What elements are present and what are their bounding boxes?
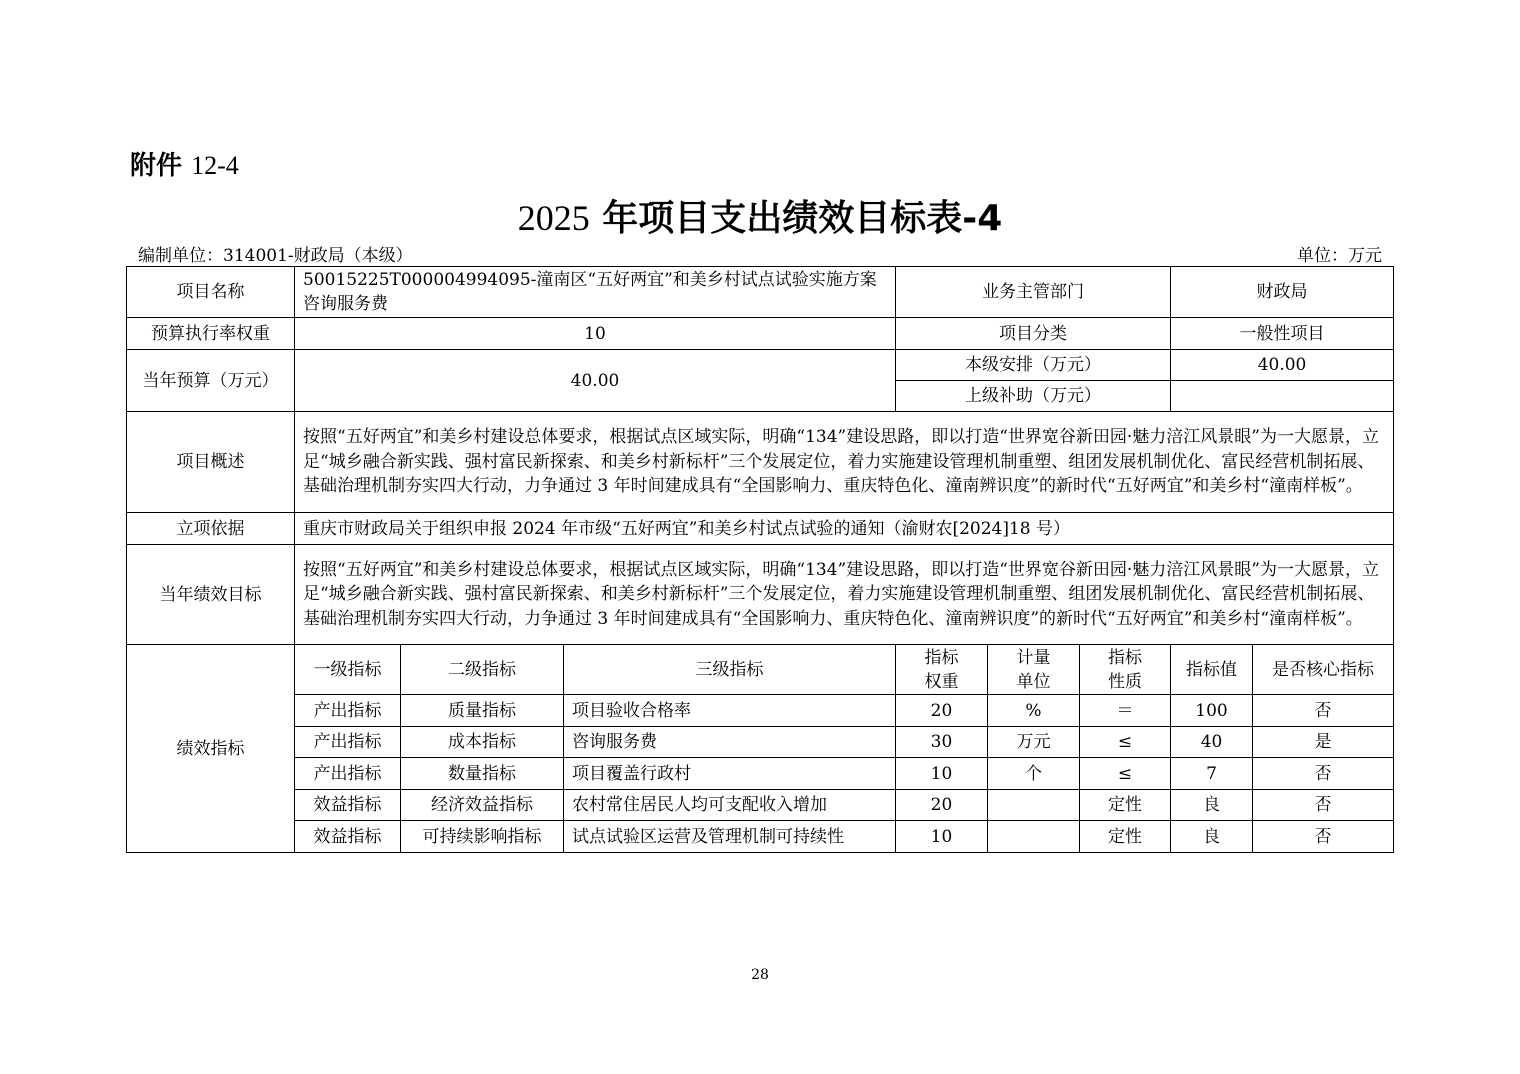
title-text: 年项目支出绩效目标表-4 bbox=[602, 198, 1003, 239]
row-annual-budget bbox=[127, 350, 1394, 381]
cell-core: 是 bbox=[1253, 727, 1394, 758]
cell-value: 100 bbox=[1171, 695, 1253, 727]
cell-level1: 效益指标 bbox=[295, 821, 401, 853]
cell-weight: 30 bbox=[896, 727, 988, 758]
upper-value bbox=[1171, 381, 1394, 412]
dept-label: 业务主管部门 bbox=[896, 267, 1171, 318]
goal-text: 按照“五好两宜”和美乡村建设总体要求，根据试点区域实际，明确“134”建设思路，即以打造“世界宽谷新田园·魅力涪江风景眼”为一大愿景，立足“城乡融合新实践、强村富民新探索、和美乡村新标杆”三个发展定位，着力实施建设管理机制重塑、组团发展机制优化、富民经营机制拓展、基础治理机制夯实四大行动，力争通过 3 年时间建成具有“全国影响力、重庆特色化、潼南辨识度”的新时代“五好两宜”和美乡村“潼南样板”。 bbox=[295, 545, 1394, 645]
page-title bbox=[0, 190, 1520, 241]
table-row bbox=[127, 790, 1394, 821]
project-name-label: 项目名称 bbox=[127, 267, 295, 318]
overview-label: 项目概述 bbox=[127, 412, 295, 513]
annual-budget-label: 当年预算（万元） bbox=[127, 350, 295, 412]
cell-core: 否 bbox=[1253, 695, 1394, 727]
cell-nature: 定性 bbox=[1080, 790, 1171, 821]
header-unit-line2: 单位 bbox=[1016, 671, 1051, 692]
cell-level1: 效益指标 bbox=[295, 790, 401, 821]
table-row bbox=[127, 821, 1394, 853]
dept-value: 财政局 bbox=[1171, 267, 1394, 318]
cell-level1: 产出指标 bbox=[295, 727, 401, 758]
compile-unit: 编制单位：314001-财政局（本级） bbox=[138, 246, 413, 266]
cell-level1: 产出指标 bbox=[295, 758, 401, 790]
local-value: 40.00 bbox=[1171, 350, 1394, 381]
upper-label: 上级补助（万元） bbox=[896, 381, 1171, 412]
cell-level3: 咨询服务费 bbox=[564, 727, 896, 758]
cell-level2: 质量指标 bbox=[401, 695, 564, 727]
attachment-number: 12-4 bbox=[191, 151, 239, 180]
cell-level2: 经济效益指标 bbox=[401, 790, 564, 821]
cell-level3: 项目验收合格率 bbox=[564, 695, 896, 727]
category-label: 项目分类 bbox=[896, 318, 1171, 350]
basis-text: 重庆市财政局关于组织申报 2024 年市级“五好两宜”和美乡村试点试验的通知（渝财农[2024]18 号） bbox=[295, 513, 1394, 545]
cell-value: 良 bbox=[1171, 821, 1253, 853]
row-project-name bbox=[127, 267, 1394, 318]
cell-unit bbox=[988, 790, 1080, 821]
cell-core: 否 bbox=[1253, 758, 1394, 790]
header-core: 是否核心指标 bbox=[1253, 645, 1394, 695]
cell-level3: 试点试验区运营及管理机制可持续性 bbox=[564, 821, 896, 853]
table-row bbox=[127, 758, 1394, 790]
header-weight-line1: 指标 bbox=[924, 647, 959, 668]
row-goal bbox=[127, 545, 1394, 645]
cell-unit: % bbox=[988, 695, 1080, 727]
cell-core: 否 bbox=[1253, 821, 1394, 853]
indicator-header-row bbox=[127, 645, 1394, 695]
cell-weight: 20 bbox=[896, 695, 988, 727]
cell-level2: 数量指标 bbox=[401, 758, 564, 790]
overview-text: 按照“五好两宜”和美乡村建设总体要求，根据试点区域实际，明确“134”建设思路，即以打造“世界宽谷新田园·魅力涪江风景眼”为一大愿景，立足“城乡融合新实践、强村富民新探索、和美乡村新标杆”三个发展定位，着力实施建设管理机制重塑、组团发展机制优化、富民经营机制拓展、基础治理机制夯实四大行动，力争通过 3 年时间建成具有“全国影响力、重庆特色化、潼南辨识度”的新时代“五好两宜”和美乡村“潼南样板”。 bbox=[295, 412, 1394, 513]
annual-budget-value: 40.00 bbox=[295, 350, 896, 412]
project-name: 50015225T000004994095-潼南区“五好两宜”和美乡村试点试验实施方案咨询服务费 bbox=[295, 267, 896, 318]
category-value: 一般性项目 bbox=[1171, 318, 1394, 350]
unit-label: 单位：万元 bbox=[1297, 246, 1382, 266]
row-overview bbox=[127, 412, 1394, 513]
cell-level2: 成本指标 bbox=[401, 727, 564, 758]
header-nature-line1: 指标 bbox=[1108, 647, 1143, 668]
indicators-label: 绩效指标 bbox=[127, 645, 295, 853]
cell-level3: 项目覆盖行政村 bbox=[564, 758, 896, 790]
basis-label: 立项依据 bbox=[127, 513, 295, 545]
cell-nature: ≤ bbox=[1080, 758, 1171, 790]
header-value: 指标值 bbox=[1171, 645, 1253, 695]
table-row bbox=[127, 727, 1394, 758]
cell-unit: 个 bbox=[988, 758, 1080, 790]
cell-value: 良 bbox=[1171, 790, 1253, 821]
row-basis bbox=[127, 513, 1394, 545]
cell-value: 40 bbox=[1171, 727, 1253, 758]
header-level2: 二级指标 bbox=[401, 645, 564, 695]
header-weight bbox=[896, 645, 988, 695]
table-row bbox=[127, 695, 1394, 727]
cell-nature: ≤ bbox=[1080, 727, 1171, 758]
cell-level3: 农村常住居民人均可支配收入增加 bbox=[564, 790, 896, 821]
cell-nature: ＝ bbox=[1080, 695, 1171, 727]
cell-weight: 20 bbox=[896, 790, 988, 821]
header-level3: 三级指标 bbox=[564, 645, 896, 695]
goal-label: 当年绩效目标 bbox=[127, 545, 295, 645]
row-budget-weight bbox=[127, 318, 1394, 350]
cell-unit bbox=[988, 821, 1080, 853]
header-nature-line2: 性质 bbox=[1108, 671, 1143, 692]
attachment-label bbox=[130, 145, 239, 182]
title-year: 2025 bbox=[517, 198, 590, 238]
header-level1: 一级指标 bbox=[295, 645, 401, 695]
cell-weight: 10 bbox=[896, 758, 988, 790]
cell-weight: 10 bbox=[896, 821, 988, 853]
cell-core: 否 bbox=[1253, 790, 1394, 821]
header-unit-line1: 计量 bbox=[1016, 647, 1051, 668]
cell-nature: 定性 bbox=[1080, 821, 1171, 853]
cell-level1: 产出指标 bbox=[295, 695, 401, 727]
cell-level2: 可持续影响指标 bbox=[401, 821, 564, 853]
budget-weight-label: 预算执行率权重 bbox=[127, 318, 295, 350]
header-weight-line2: 权重 bbox=[924, 671, 959, 692]
local-label: 本级安排（万元） bbox=[896, 350, 1171, 381]
attachment-prefix: 附件 bbox=[130, 151, 183, 181]
page-number: 28 bbox=[751, 967, 769, 983]
header-nature bbox=[1080, 645, 1171, 695]
performance-target-table bbox=[126, 266, 1394, 853]
header-unit bbox=[988, 645, 1080, 695]
cell-unit: 万元 bbox=[988, 727, 1080, 758]
budget-weight-value: 10 bbox=[295, 318, 896, 350]
cell-value: 7 bbox=[1171, 758, 1253, 790]
